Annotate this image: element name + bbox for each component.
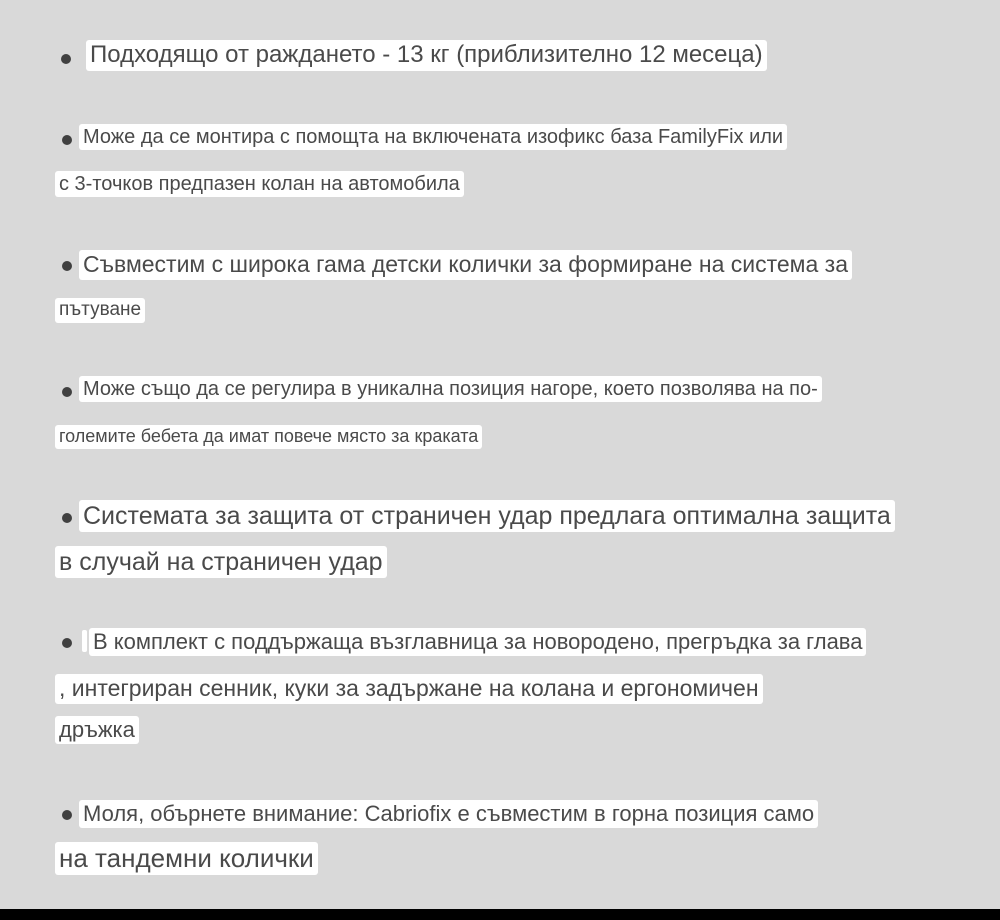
feature-text-line: в случай на страничен удар <box>55 546 387 578</box>
bullet-icon <box>62 261 72 271</box>
bullet-icon <box>62 513 72 523</box>
bullet-icon <box>62 387 72 397</box>
bullet-icon <box>62 135 72 145</box>
bullet-icon <box>61 54 71 64</box>
bullet-icon <box>62 810 72 820</box>
feature-text-line: големите бебета да имат повече място за краката <box>55 425 482 449</box>
feature-text-line: Съвместим с широка гама детски колички за формиране на система за <box>79 250 852 280</box>
feature-text-line: пътуване <box>55 298 145 323</box>
feature-text-line: Системата за защита от страничен удар предлага оптимална защита <box>79 500 895 532</box>
feature-text-line: Моля, обърнете внимание: Cabriofix е съвместим в горна позиция само <box>79 800 818 828</box>
text-fragment <box>82 630 87 652</box>
feature-text-line: на тандемни колички <box>55 842 318 875</box>
feature-text-line: Подходящо от раждането - 13 кг (приблизително 12 месеца) <box>86 40 767 71</box>
feature-text-line: с 3-точков предпазен колан на автомобила <box>55 171 464 197</box>
feature-text-line: Може също да се регулира в уникална позиция нагоре, което позволява на по- <box>79 376 822 402</box>
feature-text-line: Може да се монтира с помощта на включената изофикс база FamilyFix или <box>79 124 787 150</box>
bullet-icon <box>62 638 72 648</box>
feature-text-line: дръжка <box>55 716 139 744</box>
feature-text-line: , интегриран сенник, куки за задържане на колана и ергономичен <box>55 674 763 704</box>
bottom-border <box>0 909 1000 920</box>
feature-text-line: В комплект с поддържаща възглавница за новородено, прегръдка за глава <box>89 628 866 656</box>
